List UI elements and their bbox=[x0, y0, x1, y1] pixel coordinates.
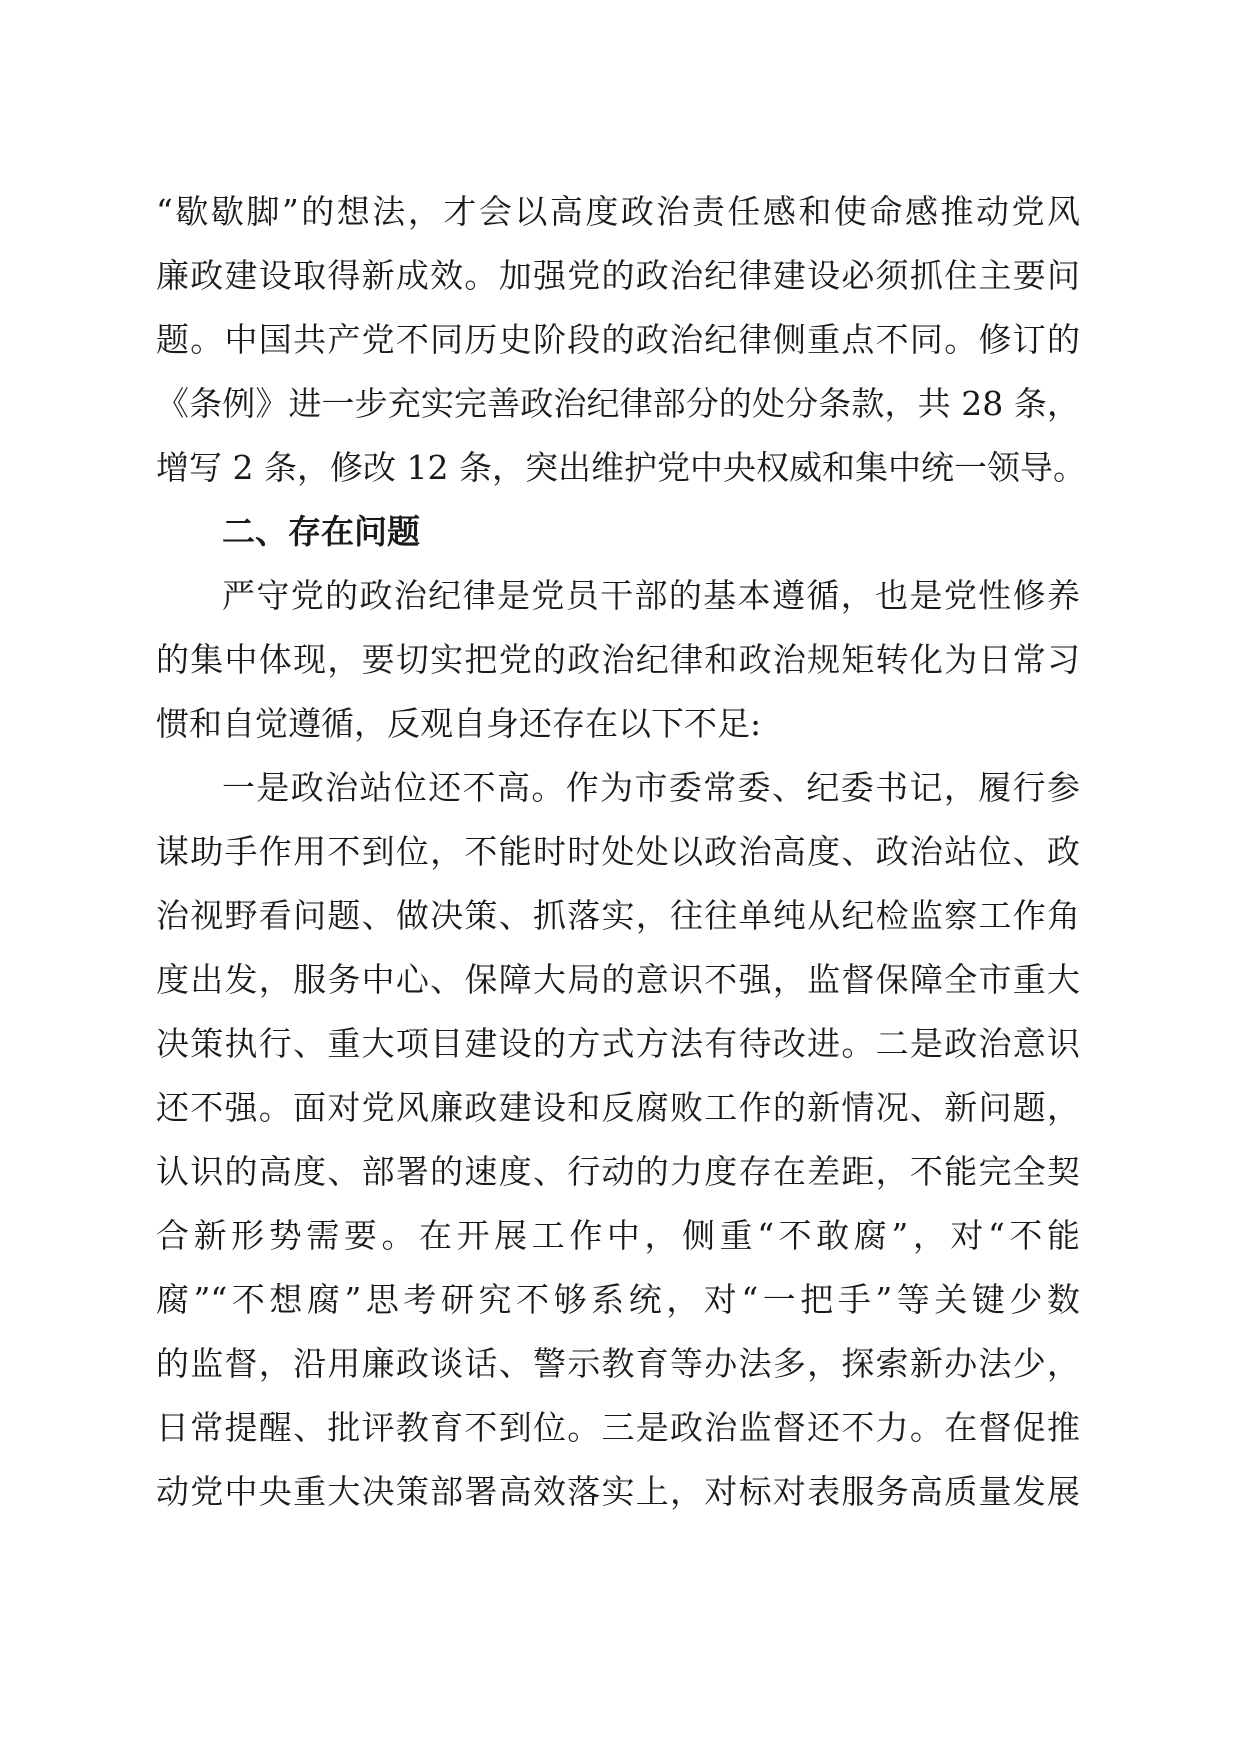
text-line: 还不强。面对党风廉政建设和反腐败工作的新情况、新问题， bbox=[156, 1088, 1080, 1127]
text-line: 认识的高度、部署的速度、行动的力度存在差距，不能完全契 bbox=[156, 1152, 1080, 1191]
text-line: 日常提醒、批评教育不到位。三是政治监督还不力。在督促推 bbox=[156, 1408, 1080, 1447]
intro-paragraph bbox=[156, 564, 1080, 756]
continued-paragraph bbox=[156, 180, 1086, 500]
text-line: “歇歇脚”的想法，才会以高度政治责任感和使命感推动党风 bbox=[156, 192, 1080, 231]
text-line: 廉政建设取得新成效。加强党的政治纪律建设必须抓住主要问 bbox=[156, 256, 1080, 295]
text-line: 题。中国共产党不同历史阶段的政治纪律侧重点不同。修订的 bbox=[156, 320, 1080, 359]
text-line: 增写 2 条，修改 12 条，突出维护党中央权威和集中统一领导。 bbox=[156, 448, 1086, 487]
document-body bbox=[156, 180, 1086, 1524]
text-line: 决策执行、重大项目建设的方式方法有待改进。二是政治意识 bbox=[156, 1024, 1080, 1063]
text-line: 合新形势需要。在开展工作中，侧重“不敢腐”，对“不能 bbox=[156, 1216, 1080, 1255]
text-line: 一是政治站位还不高。作为市委常委、纪委书记，履行参 bbox=[222, 768, 1080, 807]
text-line: 惯和自觉遵循，反观自身还存在以下不足: bbox=[156, 704, 762, 743]
text-line: 的集中体现，要切实把党的政治纪律和政治规矩转化为日常习 bbox=[156, 640, 1080, 679]
text-line: 谋助手作用不到位，不能时时处处以政治高度、政治站位、政 bbox=[156, 832, 1080, 871]
section-heading: 二、存在问题 bbox=[222, 512, 420, 551]
text-line: 《条例》进一步充实完善政治纪律部分的处分条款，共 28 条， bbox=[156, 384, 1080, 423]
text-line: 的监督，沿用廉政谈话、警示教育等办法多，探索新办法少， bbox=[156, 1344, 1080, 1383]
text-line: 严守党的政治纪律是党员干部的基本遵循，也是党性修养 bbox=[222, 576, 1080, 615]
text-line: 治视野看问题、做决策、抓落实，往往单纯从纪检监察工作角 bbox=[156, 896, 1080, 935]
problems-paragraph bbox=[156, 756, 1080, 1524]
text-line: 动党中央重大决策部署高效落实上，对标对表服务高质量发展 bbox=[156, 1472, 1080, 1511]
text-line: 腐”“不想腐”思考研究不够系统，对“一把手”等关键少数 bbox=[156, 1280, 1080, 1319]
text-line: 度出发，服务中心、保障大局的意识不强，监督保障全市重大 bbox=[156, 960, 1080, 999]
